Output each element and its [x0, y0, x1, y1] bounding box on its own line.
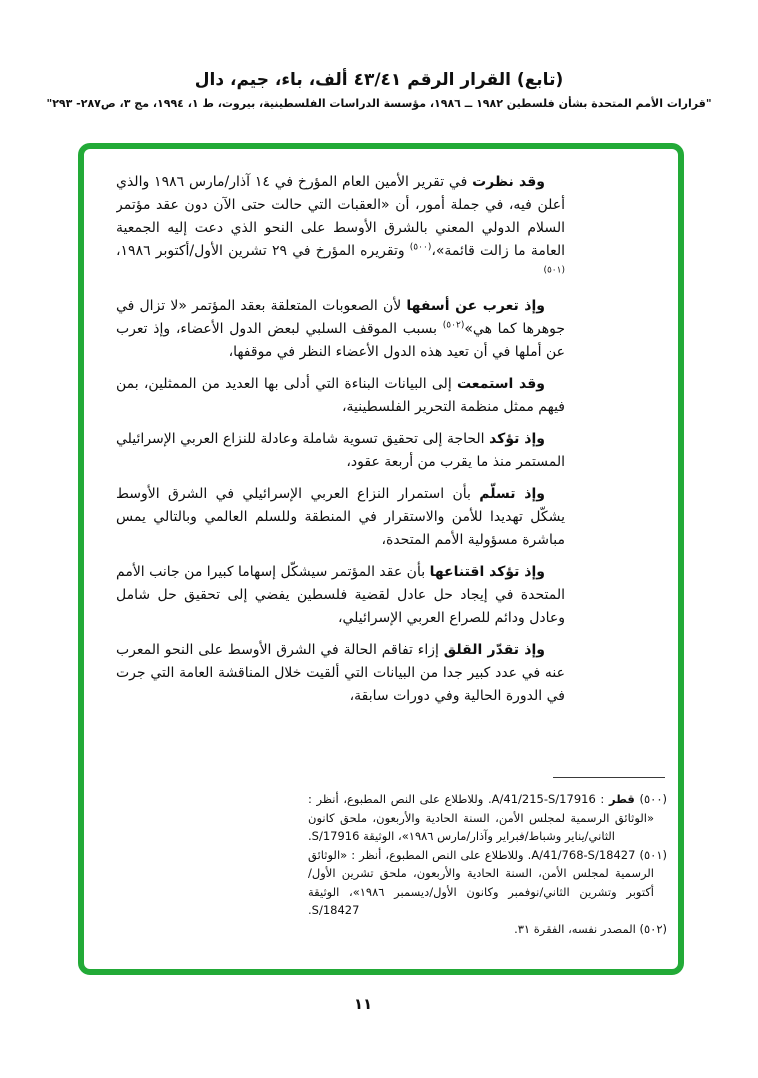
page-number: ١١ [353, 995, 373, 1013]
resolution-body-text [116, 171, 565, 783]
page-title: (تابع) القرار الرقم ٤٣/٤١ ألف، باء، جيم، دال [194, 70, 564, 90]
paragraph: وإذ تعرب عن أسفها لأن الصعوبات المتعلقة بعقد المؤتمر «لا تزال في جوهرها كما هي»$^{(٥٠٢)}$ بسبب الموقف السلبي لبعض الدول الأعضاء، وإذ تعرب عن أملها في أن تعيد هذه الدول الأعضاء النظر في موقفها، [116, 298, 565, 360]
footnote: (٥٠٠) قطر : A/41/215-S/17916. وللاطلاع على النص المطبوع، أنظر : «الوثائق الرسمية لمجلس الأمن، السنة الحادية والأربعون، ملحق كانون الثاني/يناير وشباط/فبراير وآذار/مارس ١٩٨٦»، الوثيقة S/17916. [308, 792, 667, 843]
footnote-list [308, 790, 667, 938]
paragraph: وإذ تؤكد اقتناعها بأن عقد المؤتمر سيشكّل إسهاما كبيرا من جانب الأمم المتحدة في إيجاد حل عادل لقضية فلسطين يفضي إلى تحقيق حل شامل وعادل ودائم للصراع العربي الإسرائيلي، [116, 564, 565, 626]
footnote: (٥٠٢) المصدر نفسه، الفقرة ٣١. [514, 921, 667, 936]
paragraph: وإذ تسلّم بأن استمرار النزاع العربي الإسرائيلي في الشرق الأوسط يشكّل تهديدا للأمن والاستقرار في المنطقة وللسلم العالمي وبالتالي يمس مباشرة مسؤولية الأمم المتحدة، [116, 486, 565, 548]
footnote-separator [553, 777, 665, 778]
highlight-frame [78, 143, 684, 975]
source-citation-line: "قرارات الأمم المتحدة بشأن فلسطين ١٩٨٢ ــ ١٩٨٦، مؤسسة الدراسات الفلسطينية، بيروت، ط ١، ١٩٩٤، مج ٣، ص٢٨٧- ٢٩٣" [46, 97, 712, 110]
document-header [0, 70, 758, 110]
footnote: (٥٠١) A/41/768-S/18427. وللاطلاع على النص المطبوع، أنظر : «الوثائق الرسمية لمجلس الأمن، السنة الحادية والأربعون، ملحق تشرين الأول/أكتوبر وتشرين الثاني/نوفمبر وكانون الأول/ديسمبر ١٩٨٦»، الوثيقة S/18427. [308, 847, 667, 917]
paragraph: وإذ تقدّر القلق إزاء تفاقم الحالة في الشرق الأوسط على النحو المعرب عنه في عدد كبير جدا من البيانات التي ألقيت خلال المناقشة العامة التي جرت في الدورة الحالية وفي دورات سابقة، [116, 642, 565, 704]
paragraph: وإذ تؤكد الحاجة إلى تحقيق تسوية شاملة وعادلة للنزاع العربي الإسرائيلي المستمر منذ ما يقرب من أربعة عقود، [116, 431, 565, 470]
paragraph: وقد استمعت إلى البيانات البناءة التي أدلى بها العديد من الممثلين، بمن فيهم ممثل منظمة التحرير الفلسطينية، [116, 376, 565, 415]
footnotes-section [308, 777, 667, 957]
paragraph: وقد نظرت في تقرير الأمين العام المؤرخ في ١٤ آذار/مارس ١٩٨٦ والذي أعلن فيه، في جملة أمور، أن «العقبات التي حالت حتى الآن دون عقد مؤتمر السلام الدولي المعني بالشرق الأوسط على النحو الذي دعت إليه الجمعية العامة ما زالت قائمة»،$^{(٥٠٠)}$ وتقريره المؤرخ في ٢٩ تشرين الأول/أكتوبر ١٩٨٦،$^{(٥٠١)}$ [116, 174, 565, 276]
